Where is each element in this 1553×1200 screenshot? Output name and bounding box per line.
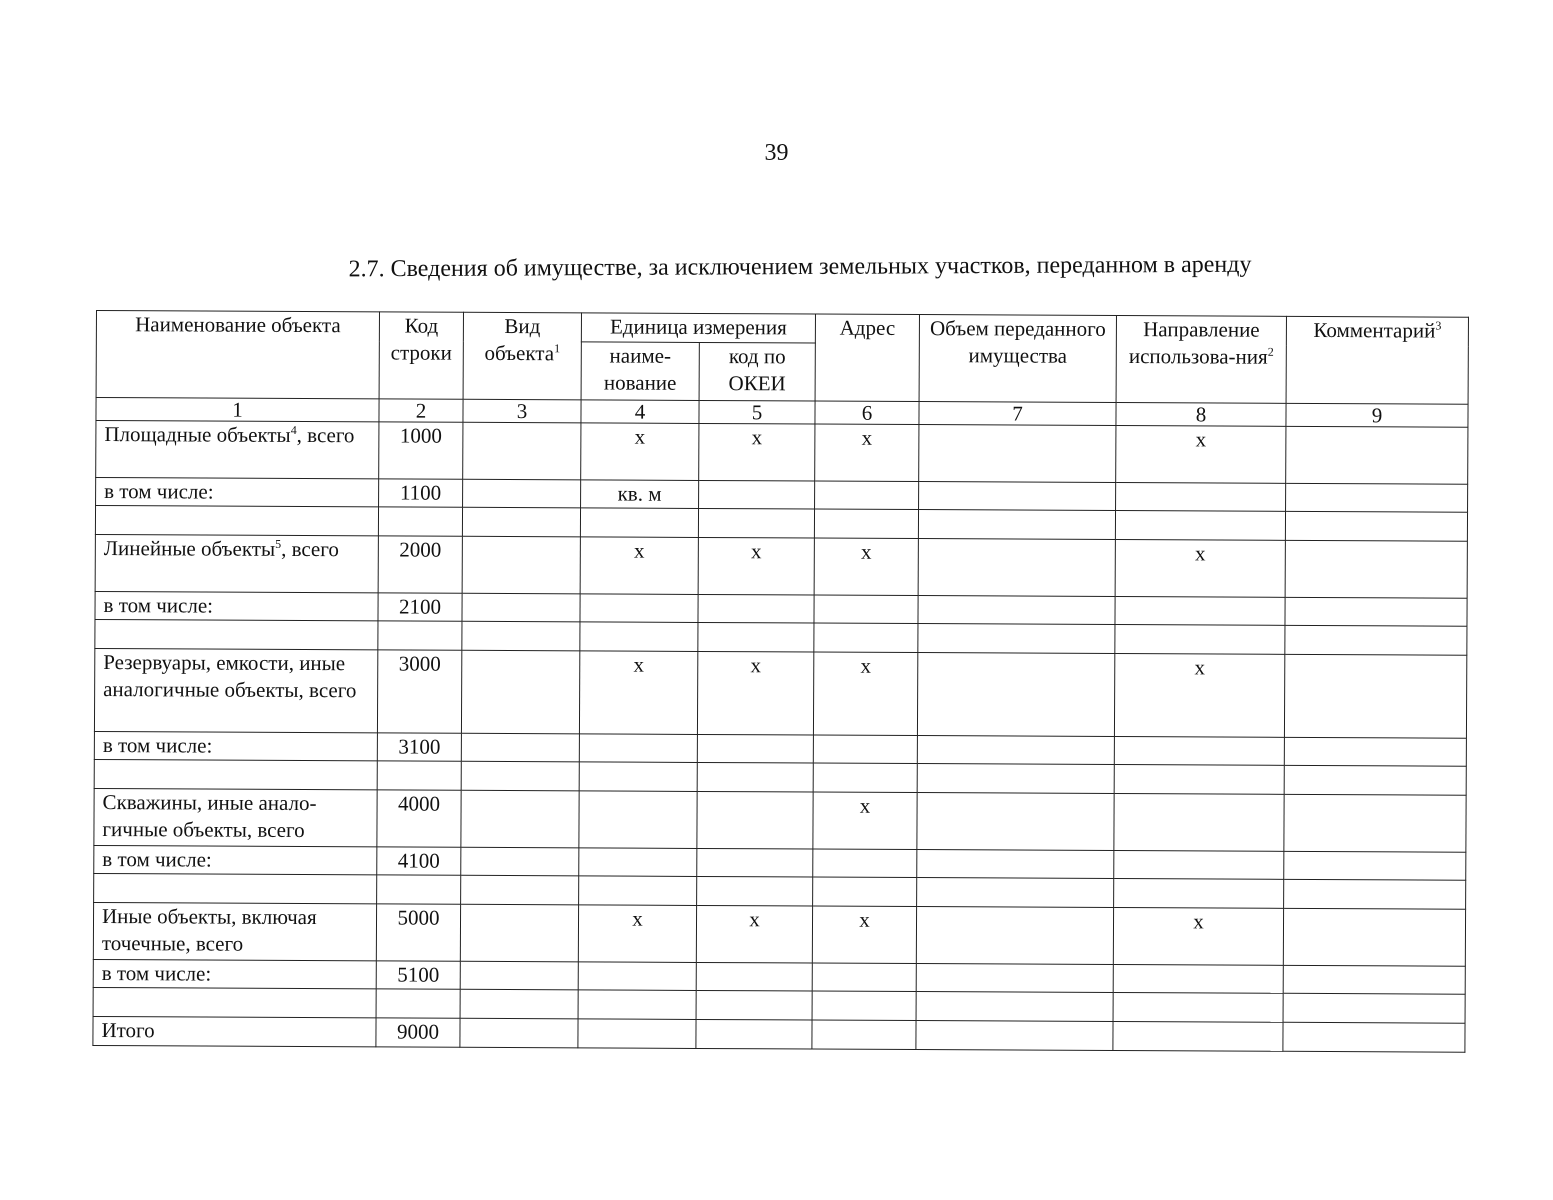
row-name-text: Резервуары, емкости, иные аналогичные объекты, всего — [103, 650, 357, 703]
cell-address — [812, 963, 916, 992]
column-number: 7 — [919, 402, 1116, 426]
table-row-group-total — [95, 534, 1467, 598]
footnote-1: 1 — [554, 341, 561, 356]
empty-cell — [916, 1021, 1113, 1051]
cell-unit-name: кв. м — [581, 480, 699, 509]
empty-cell — [579, 762, 697, 792]
column-number: 6 — [815, 401, 919, 425]
empty-cell — [1283, 993, 1465, 1023]
property-table — [92, 310, 1469, 1053]
empty-cell — [916, 992, 1113, 1022]
empty-cell — [1115, 510, 1285, 540]
empty-cell — [1114, 764, 1284, 794]
row-name-suffix: , всего — [281, 536, 339, 562]
footnote-2: 2 — [1267, 344, 1274, 359]
empty-cell — [812, 991, 916, 1021]
cell-address — [815, 481, 919, 510]
row-code: 1000 — [379, 422, 463, 479]
header-unit-name: наиме-нование — [581, 342, 699, 400]
empty-cell — [378, 621, 462, 650]
row-sub-label: в том числе: — [94, 731, 377, 760]
cell-comment — [1285, 597, 1467, 626]
cell-object-type — [463, 479, 581, 508]
cell-unit-name: х — [578, 905, 696, 963]
empty-cell — [378, 507, 462, 536]
empty-cell — [376, 989, 460, 1018]
header-comment-text: Комментарий — [1313, 317, 1436, 343]
empty-cell — [1113, 992, 1283, 1022]
empty-cell — [94, 873, 377, 903]
empty-cell — [460, 989, 578, 1019]
cell-unit-name — [578, 962, 696, 991]
cell-okei — [699, 480, 815, 509]
cell-object-type — [461, 733, 579, 762]
empty-cell — [697, 762, 813, 792]
header-row-code: Код строки — [379, 312, 463, 399]
empty-cell — [461, 875, 579, 905]
row-sub-label: в том числе: — [96, 478, 379, 507]
total-code: 9000 — [376, 1018, 460, 1047]
row-code: 5000 — [376, 904, 460, 961]
header-direction — [1116, 315, 1286, 403]
row-code: 3000 — [377, 650, 461, 733]
footnote-5: 5 — [275, 536, 282, 551]
table-row-total — [93, 1016, 1465, 1052]
header-address: Адрес — [815, 314, 919, 402]
table-row-group-total — [96, 421, 1468, 485]
empty-cell — [696, 990, 812, 1020]
row-name — [94, 648, 377, 732]
cell-address: х — [814, 538, 918, 596]
cell-address — [813, 735, 917, 764]
cell-volume — [918, 596, 1115, 625]
table-row-group-total — [94, 648, 1466, 738]
empty-cell — [1284, 765, 1466, 795]
cell-address: х — [813, 652, 917, 736]
cell-unit-name: х — [581, 423, 699, 481]
cell-volume — [916, 964, 1113, 993]
header-comment — [1286, 316, 1468, 404]
cell-okei — [697, 734, 813, 763]
cell-volume — [917, 736, 1114, 765]
cell-object-type — [463, 422, 581, 480]
empty-cell — [94, 759, 377, 789]
column-number: 1 — [96, 398, 379, 422]
cell-direction: х — [1116, 425, 1286, 483]
empty-cell — [698, 622, 814, 652]
cell-address — [814, 595, 918, 624]
row-code: 4000 — [377, 790, 461, 847]
row-name — [95, 534, 378, 592]
cell-address: х — [812, 906, 916, 964]
row-name-text: Скважины, иные анало-гичные объекты, всего — [102, 790, 317, 843]
empty-cell — [697, 876, 813, 906]
empty-cell — [578, 1019, 696, 1049]
cell-direction — [1116, 482, 1286, 511]
cell-comment — [1284, 794, 1466, 852]
row-sub-code: 2100 — [378, 593, 462, 621]
empty-cell — [812, 1020, 916, 1050]
cell-object-type — [460, 904, 578, 962]
empty-cell — [95, 619, 378, 649]
cell-direction — [1113, 964, 1283, 993]
empty-cell — [578, 990, 696, 1020]
header-unit-okei: код по ОКЕИ — [699, 343, 815, 401]
row-name-suffix: , всего — [296, 422, 355, 448]
empty-cell — [1115, 624, 1285, 654]
cell-volume — [917, 850, 1114, 879]
empty-cell — [1114, 878, 1284, 908]
cell-okei: х — [698, 537, 814, 595]
row-sub-code: 1100 — [379, 479, 463, 507]
cell-unit-name — [579, 848, 697, 877]
cell-comment — [1284, 654, 1466, 738]
empty-cell — [814, 509, 918, 539]
cell-unit-name: х — [580, 537, 698, 595]
cell-direction — [1114, 736, 1284, 765]
row-sub-code: 4100 — [377, 847, 461, 875]
empty-cell — [918, 510, 1115, 540]
cell-okei: х — [696, 905, 812, 963]
cell-okei: х — [697, 651, 813, 735]
empty-cell — [1283, 1022, 1465, 1052]
cell-comment — [1284, 737, 1466, 766]
cell-direction — [1115, 596, 1285, 625]
cell-object-type — [460, 961, 578, 990]
row-sub-code: 5100 — [376, 961, 460, 989]
cell-okei — [698, 594, 814, 623]
cell-okei: х — [699, 423, 815, 481]
property-table-wrapper — [92, 310, 1468, 1053]
cell-object-type — [462, 536, 580, 594]
empty-cell — [579, 876, 697, 906]
empty-cell — [918, 624, 1115, 654]
empty-cell — [698, 508, 814, 538]
cell-object-type — [462, 593, 580, 622]
column-number: 9 — [1286, 403, 1468, 427]
empty-cell — [1285, 625, 1467, 655]
cell-unit-name — [580, 594, 698, 623]
header-object-name: Наименование объекта — [96, 311, 379, 399]
header-object-type — [463, 312, 581, 400]
cell-address: х — [815, 424, 919, 482]
row-name — [96, 421, 379, 479]
column-number: 4 — [581, 400, 699, 424]
empty-cell — [461, 761, 579, 791]
cell-volume — [917, 653, 1114, 737]
cell-direction: х — [1115, 539, 1285, 597]
page-number: 39 — [764, 140, 789, 166]
cell-comment — [1285, 540, 1467, 598]
row-name — [93, 902, 376, 960]
cell-address: х — [813, 792, 917, 850]
row-name — [94, 788, 377, 846]
header-row-top — [96, 311, 1468, 347]
empty-cell — [696, 1019, 812, 1049]
header-unit-group: Единица измерения — [581, 313, 815, 343]
empty-cell — [93, 987, 376, 1017]
empty-cell — [462, 621, 580, 651]
cell-object-type — [461, 790, 579, 848]
row-name-text: Площадные объекты — [104, 422, 291, 447]
empty-cell — [917, 764, 1114, 794]
table-row-group-total — [94, 788, 1466, 852]
cell-volume — [917, 793, 1114, 851]
cell-comment — [1283, 908, 1465, 966]
cell-okei — [697, 848, 813, 877]
empty-cell — [95, 506, 378, 536]
empty-cell — [1285, 511, 1467, 541]
row-name-text: Иные объекты, включая точечные, всего — [101, 904, 317, 956]
cell-comment — [1283, 965, 1465, 994]
footnote-3: 3 — [1435, 318, 1442, 333]
empty-cell — [580, 508, 698, 538]
row-code: 2000 — [378, 536, 462, 593]
row-sub-code: 3100 — [377, 733, 461, 761]
cell-unit-name — [579, 734, 697, 763]
cell-object-type — [461, 847, 579, 876]
column-number: 8 — [1116, 402, 1286, 426]
cell-volume — [916, 907, 1113, 965]
row-sub-label: в том числе: — [95, 591, 378, 620]
row-sub-label: в том числе: — [94, 845, 377, 874]
empty-cell — [813, 763, 917, 793]
cell-volume — [918, 539, 1115, 597]
empty-cell — [462, 507, 580, 537]
cell-okei — [696, 962, 812, 991]
column-number: 2 — [379, 399, 463, 422]
empty-cell — [813, 877, 917, 907]
cell-okei — [697, 791, 813, 849]
header-object-type-text: Вид объекта — [484, 313, 555, 366]
cell-comment — [1284, 851, 1466, 880]
header-direction-text: Направление использова-ния — [1128, 317, 1268, 369]
cell-direction: х — [1114, 653, 1284, 737]
empty-cell — [460, 1018, 578, 1048]
section-title: 2.7. Сведения об имуществе, за исключением земельных участков, переданном в аренду — [348, 251, 1252, 283]
column-number: 3 — [463, 399, 581, 423]
column-number: 5 — [699, 400, 815, 424]
cell-direction: х — [1113, 907, 1283, 965]
empty-cell — [580, 622, 698, 652]
cell-comment — [1286, 483, 1468, 512]
empty-cell — [814, 623, 918, 653]
total-label: Итого — [93, 1016, 376, 1046]
cell-comment — [1286, 426, 1468, 484]
row-sub-label: в том числе: — [93, 959, 376, 988]
cell-direction — [1114, 793, 1284, 851]
cell-unit-name: х — [579, 651, 697, 735]
empty-cell — [917, 878, 1114, 908]
header-volume: Объем переданного имущества — [919, 315, 1116, 403]
cell-volume — [919, 425, 1116, 483]
row-name-text: Линейные объекты — [103, 536, 276, 561]
table-row-group-total — [93, 902, 1465, 966]
empty-cell — [1284, 879, 1466, 909]
footnote-4: 4 — [290, 422, 297, 437]
cell-object-type — [461, 650, 579, 734]
cell-direction — [1114, 850, 1284, 879]
cell-unit-name — [579, 791, 697, 849]
empty-cell — [377, 875, 461, 904]
cell-volume — [919, 482, 1116, 511]
cell-address — [813, 849, 917, 878]
empty-cell — [377, 761, 461, 790]
empty-cell — [1113, 1021, 1283, 1051]
